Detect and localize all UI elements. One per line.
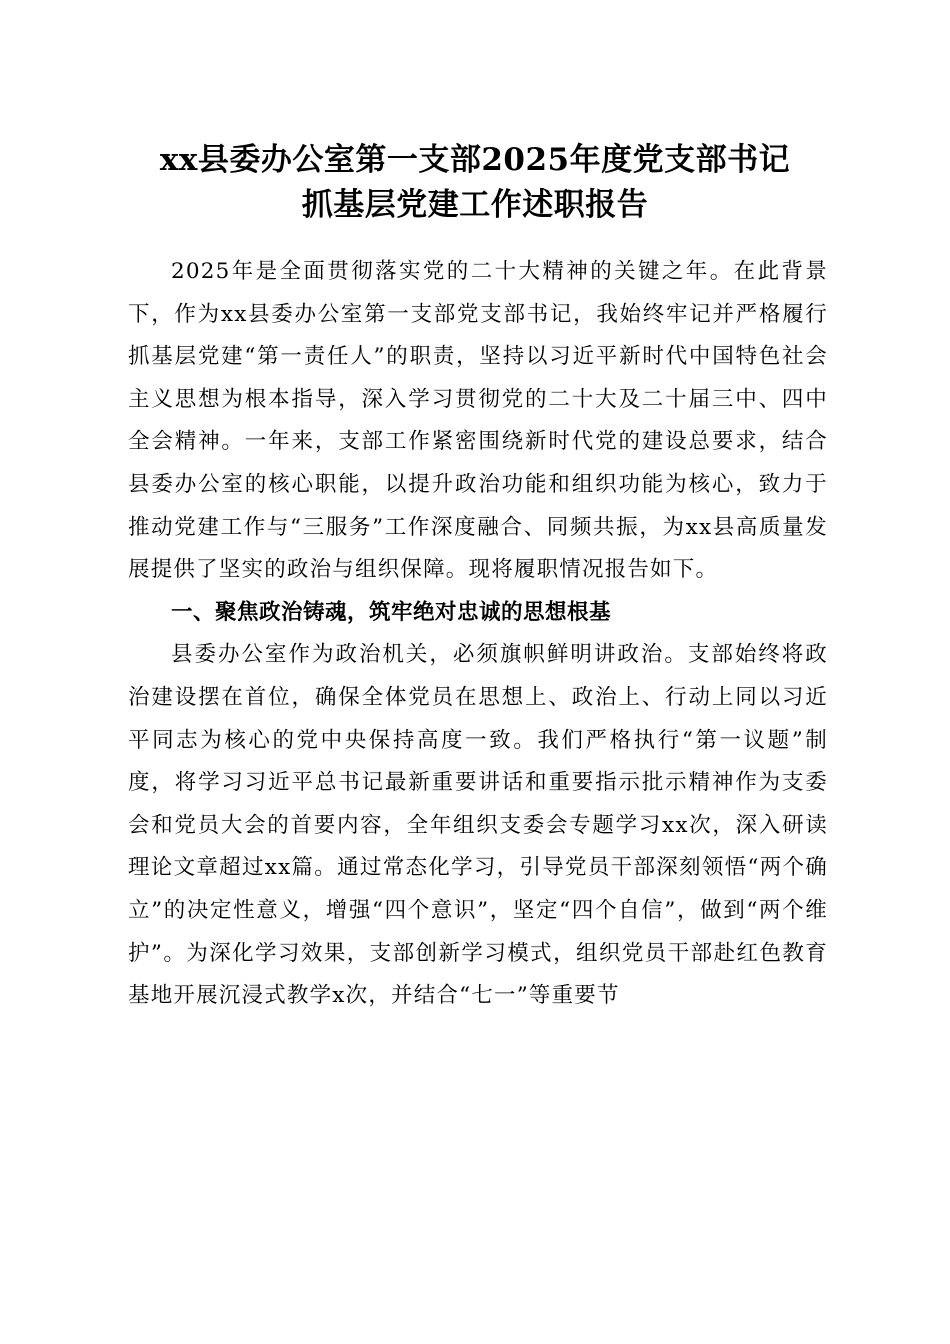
document-body	[128, 251, 828, 1018]
section-1-paragraph: 县委办公室作为政治机关，必须旗帜鲜明讲政治。支部始终将政治建设摆在首位，确保全体党员在思想上、政治上、行动上同以习近平同志为核心的党中央保持高度一致。我们严格执行“第一议题”制度，将学习习近平总书记最新重要讲话和重要指示批示精神作为支委会和党员大会的首要内容，全年组织支委会专题学习xx次，深入研读理论文章超过xx篇。通过常态化学习，引导党员干部深刻领悟“两个确立”的决定性意义，增强“四个意识”，坚定“四个自信”，做到“两个维护”。为深化学习效果，支部创新学习模式，组织党员干部赴红色教育基地开展沉浸式教学x次，并结合“七一”等重要节	[128, 642, 828, 1009]
intro-paragraph: 2025年是全面贯彻落实党的二十大精神的关键之年。在此背景下，作为xx县委办公室第一支部党支部书记，我始终牢记并严格履行抓基层党建“第一责任人”的职责，坚持以习近平新时代中国特色社会主义思想为根本指导，深入学习贯彻党的二十大及二十届三中、四中全会精神。一年来，支部工作紧密围绕新时代党的建设总要求，结合县委办公室的核心职能，以提升政治功能和组织功能为核心，致力于推动党建工作与“三服务”工作深度融合、同频共振，为xx县高质量发展提供了坚实的政治与组织保障。现将履职情况报告如下。	[128, 259, 828, 583]
title-line-2: 抓基层党建工作述职报告	[301, 187, 649, 223]
title-line-1: xx县委办公室第一支部2025年度党支部书记	[159, 142, 791, 178]
document-title	[100, 138, 850, 228]
section-1-heading: 一、聚焦政治铸魂，筑牢绝对忠诚的思想根基	[171, 599, 612, 625]
